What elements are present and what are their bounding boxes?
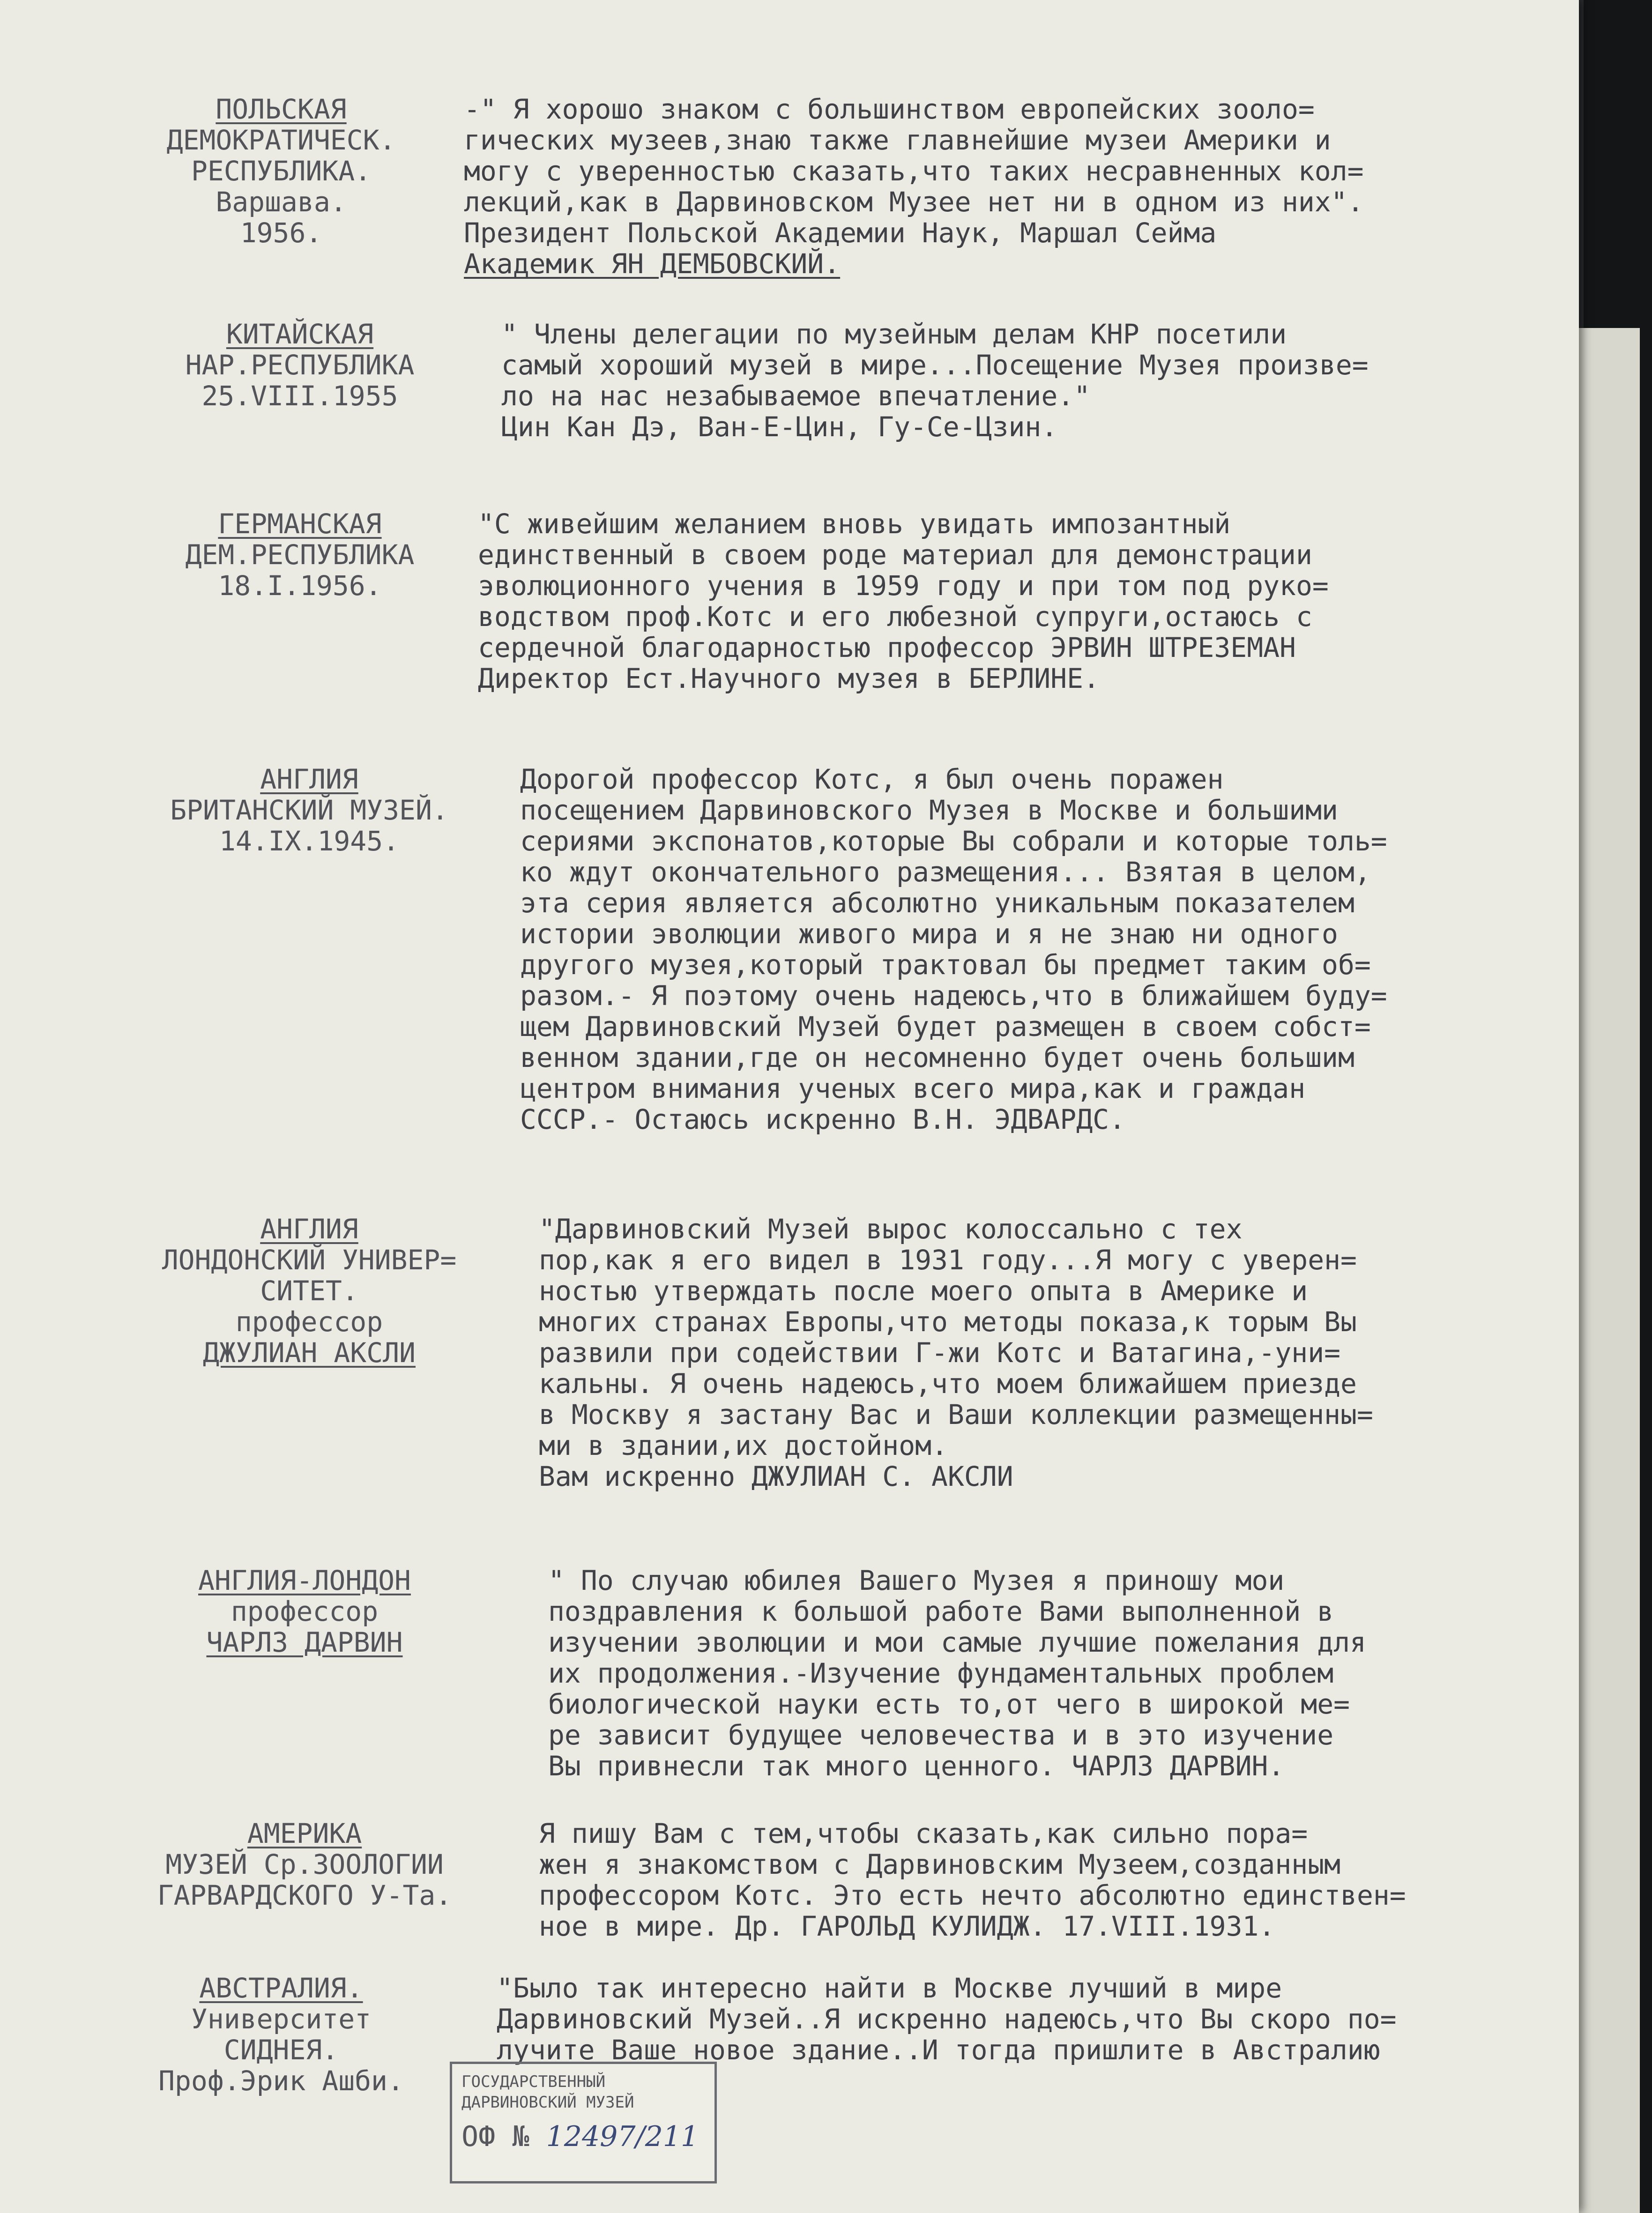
entry-quote <box>548 1565 1366 1781</box>
entry-source <box>141 508 459 601</box>
entry-quote <box>539 1818 1406 1942</box>
quote-line: пор,как я его видел в 1931 году...Я могу с уверен= <box>539 1244 1357 1276</box>
quote-line: Дорогой профессор Котс, я был очень поражен <box>520 763 1224 795</box>
quote-line: венном здании,где он несомненно будет очень большим <box>520 1042 1354 1073</box>
quote-line: разом.- Я поэтому очень надеюсь,что в ближайшем буду= <box>520 980 1387 1012</box>
entry-quote <box>539 1214 1373 1492</box>
quote-line: профессором Котс. Это есть нечто абсолютно единствен= <box>539 1879 1406 1911</box>
quote-signature: Вам искренно ДЖУЛИАН С. АКСЛИ <box>539 1460 1013 1492</box>
source-line: ГАРВАРДСКОГО У-Та. <box>157 1879 452 1911</box>
quote-line: лекций,как в Дарвиновском Музее нет ни в одном из них". <box>464 186 1364 218</box>
quote-line: сериями экспонатов,которые Вы собрали и которые толь= <box>520 825 1387 857</box>
source-line: 18.I.1956. <box>218 570 382 602</box>
source-line: НАР.РЕСПУБЛИКА <box>185 349 415 381</box>
quote-line: центром внимания ученых всего мира,как и граждан <box>520 1073 1306 1104</box>
quote-line: могу с уверенностью сказать,что таких несравненных кол= <box>464 155 1364 187</box>
entry-source <box>136 1214 483 1368</box>
source-line: ДЕМОКРАТИЧЕСК. <box>166 124 396 156</box>
quote-line: лучите Ваше новое здание..И тогда пришлите в Австралию <box>497 2034 1380 2066</box>
source-line: 1956. <box>240 217 322 249</box>
source-line: РЕСПУБЛИКА. <box>191 155 372 187</box>
entry-quote <box>520 764 1387 1135</box>
entry-quote <box>464 94 1364 279</box>
quote-line: истории эволюции живого мира и я не знаю ни одного <box>520 918 1338 950</box>
source-line: 25.VIII.1955 <box>201 380 398 412</box>
quote-line: гических музеев,знаю также главнейшие музеи Америки и <box>464 124 1331 156</box>
entry-source <box>127 1818 483 1911</box>
archive-stamp <box>450 2062 717 2183</box>
source-line: Варшава. <box>216 186 347 218</box>
quote-line: " Члены делегации по музейным делам КНР посетили <box>501 318 1287 350</box>
source-line: БРИТАНСКИЙ МУЗЕЙ. <box>170 794 448 826</box>
entry-source <box>117 94 445 248</box>
quote-line: кальны. Я очень надеюсь,что моем ближайшем приезде <box>539 1368 1357 1400</box>
entry-source <box>155 319 445 411</box>
quote-signature: ное в мире. Др. ГАРОЛЬД КУЛИДЖ. 17.VIII.1931. <box>539 1910 1275 1942</box>
quote-line: самый хороший музей в мире...Посещение Музея произве= <box>501 349 1369 381</box>
quote-signature: Директор Ест.Научного музея в БЕРЛИНЕ. <box>478 663 1100 694</box>
quote-line: Я пишу Вам с тем,чтобы сказать,как сильно пора= <box>539 1818 1308 1849</box>
source-line: профессор <box>231 1595 379 1627</box>
source-line: 14.IX.1945. <box>219 825 400 857</box>
entry-source <box>127 1973 436 2096</box>
source-line: профессор <box>235 1306 383 1338</box>
quote-line: "Было так интересно найти в Москве лучший в мире <box>497 1972 1282 2004</box>
quote-line: единственный в своем роде материал для демонстрации <box>478 539 1312 571</box>
quote-line: развили при содействии Г-жи Котс и Ватагина,-уни= <box>539 1337 1341 1369</box>
source-name: ДЖУЛИАН АКСЛИ <box>203 1337 416 1369</box>
source-name: ЧАРЛЗ ДАРВИН <box>206 1626 403 1658</box>
source-line: СИТЕТ. <box>260 1275 358 1307</box>
quote-line: водством проф.Котс и его любезной супруги,остаюсь с <box>478 601 1312 633</box>
quote-line: ми в здании,их достойном. <box>539 1430 948 1461</box>
quote-line: жен я знакомством с Дарвиновским Музеем,созданным <box>539 1848 1341 1880</box>
source-line: Проф.Эрик Ашби. <box>158 2065 404 2097</box>
quote-line: посещением Дарвиновского Музея в Москве и большими <box>520 794 1338 826</box>
quote-line: ре зависит будущее человечества и в это изучение <box>548 1719 1334 1751</box>
quote-line: "С живейшим желанием вновь увидать импозантный <box>478 508 1231 540</box>
source-line: ЛОНДОНСКИЙ УНИВЕР= <box>162 1244 457 1276</box>
source-country: АВСТРАЛИЯ. <box>199 1972 363 2004</box>
quote-signature: Цин Кан Дэ, Ван-Е-Цин, Гу-Се-Цзин. <box>501 411 1058 443</box>
entry-source <box>141 764 478 857</box>
quote-line: их продолжения.-Изучение фундаментальных проблем <box>548 1657 1334 1689</box>
quote-signature: СССР.- Остаюсь искренно В.Н. ЭДВАРДС. <box>520 1103 1126 1135</box>
source-country: АНГЛИЯ-ЛОНДОН <box>198 1565 411 1596</box>
quote-line: другого музея,который трактовал бы предмет таким об= <box>520 949 1371 981</box>
quote-line: изучении эволюции и мои самые лучшие пожелания для <box>548 1626 1366 1658</box>
quote-line: сердечной благодарностью профессор ЭРВИН ШТРЕЗЕМАН <box>478 632 1296 663</box>
source-country: ПОЛЬСКАЯ <box>216 93 347 125</box>
quote-line: эволюционного учения в 1959 году и при том под руко= <box>478 570 1329 602</box>
source-line: МУЗЕЙ Ср.ЗООЛОГИИ <box>165 1848 444 1880</box>
quote-line: многих странах Европы,что методы показа,к торым Вы <box>539 1306 1357 1338</box>
entry-quote <box>478 508 1329 694</box>
source-country: ГЕРМАНСКАЯ <box>218 508 382 540</box>
stamp-number: 12497/211 <box>546 2120 699 2153</box>
stamp-institution: ГОСУДАРСТВЕННЫЙ <box>461 2072 606 2091</box>
stamp-museum: ДАРВИНОВСКИЙ МУЗЕЙ <box>461 2093 634 2112</box>
quote-signature: Вы привнесли так много ценного. ЧАРЛЗ ДАРВИН. <box>548 1750 1285 1782</box>
stamp-inventory <box>461 2120 699 2153</box>
entry-quote <box>497 1973 1397 2065</box>
source-line: ДЕМ.РЕСПУБЛИКА <box>185 539 415 571</box>
quote-line: поздравления к большой работе Вами выполненной в <box>548 1595 1334 1627</box>
quote-line: "Дарвиновский Музей вырос колоссально с тех <box>539 1213 1243 1245</box>
quote-line: Президент Польской Академии Наук, Маршал Сейма <box>464 217 1217 249</box>
quote-line: щем Дарвиновский Музей будет размещен в своем собст= <box>520 1011 1371 1043</box>
quote-line: ностью утверждать после моего опыта в Америке и <box>539 1275 1308 1307</box>
quote-line: биологической науки есть то,от чего в широкой ме= <box>548 1688 1350 1720</box>
underlying-sheet-edge <box>1579 328 1640 2213</box>
source-line: СИДНЕЯ. <box>223 2034 339 2066</box>
quote-line: ло на нас незабываемое впечатление." <box>501 380 1091 412</box>
quote-line: в Москву я застану Вас и Ваши коллекции размещенны= <box>539 1399 1373 1431</box>
quote-line: " По случаю юбилея Вашего Музея я приношу мои <box>548 1565 1285 1596</box>
quote-signature: Академик ЯН ДЕМБОВСКИЙ. <box>464 248 841 280</box>
entry-source <box>136 1565 473 1658</box>
source-country: АНГЛИЯ <box>260 1213 358 1245</box>
stamp-prefix: ОФ № <box>461 2120 529 2153</box>
quote-line: -" Я хорошо знаком с большинством европейских зооло= <box>464 93 1315 125</box>
quote-line: эта серия является абсолютно уникальным показателем <box>520 887 1354 919</box>
source-country: АНГЛИЯ <box>260 763 358 795</box>
quote-line: Дарвиновский Музей..Я искренно надеюсь,что Вы скоро по= <box>497 2003 1397 2035</box>
entry-quote <box>501 319 1369 442</box>
source-country: АМЕРИКА <box>247 1818 362 1849</box>
quote-line: ко ждут окончательного размещения... Взятая в целом, <box>520 856 1371 888</box>
source-line: Университет <box>191 2003 372 2035</box>
source-country: КИТАЙСКАЯ <box>226 318 374 350</box>
